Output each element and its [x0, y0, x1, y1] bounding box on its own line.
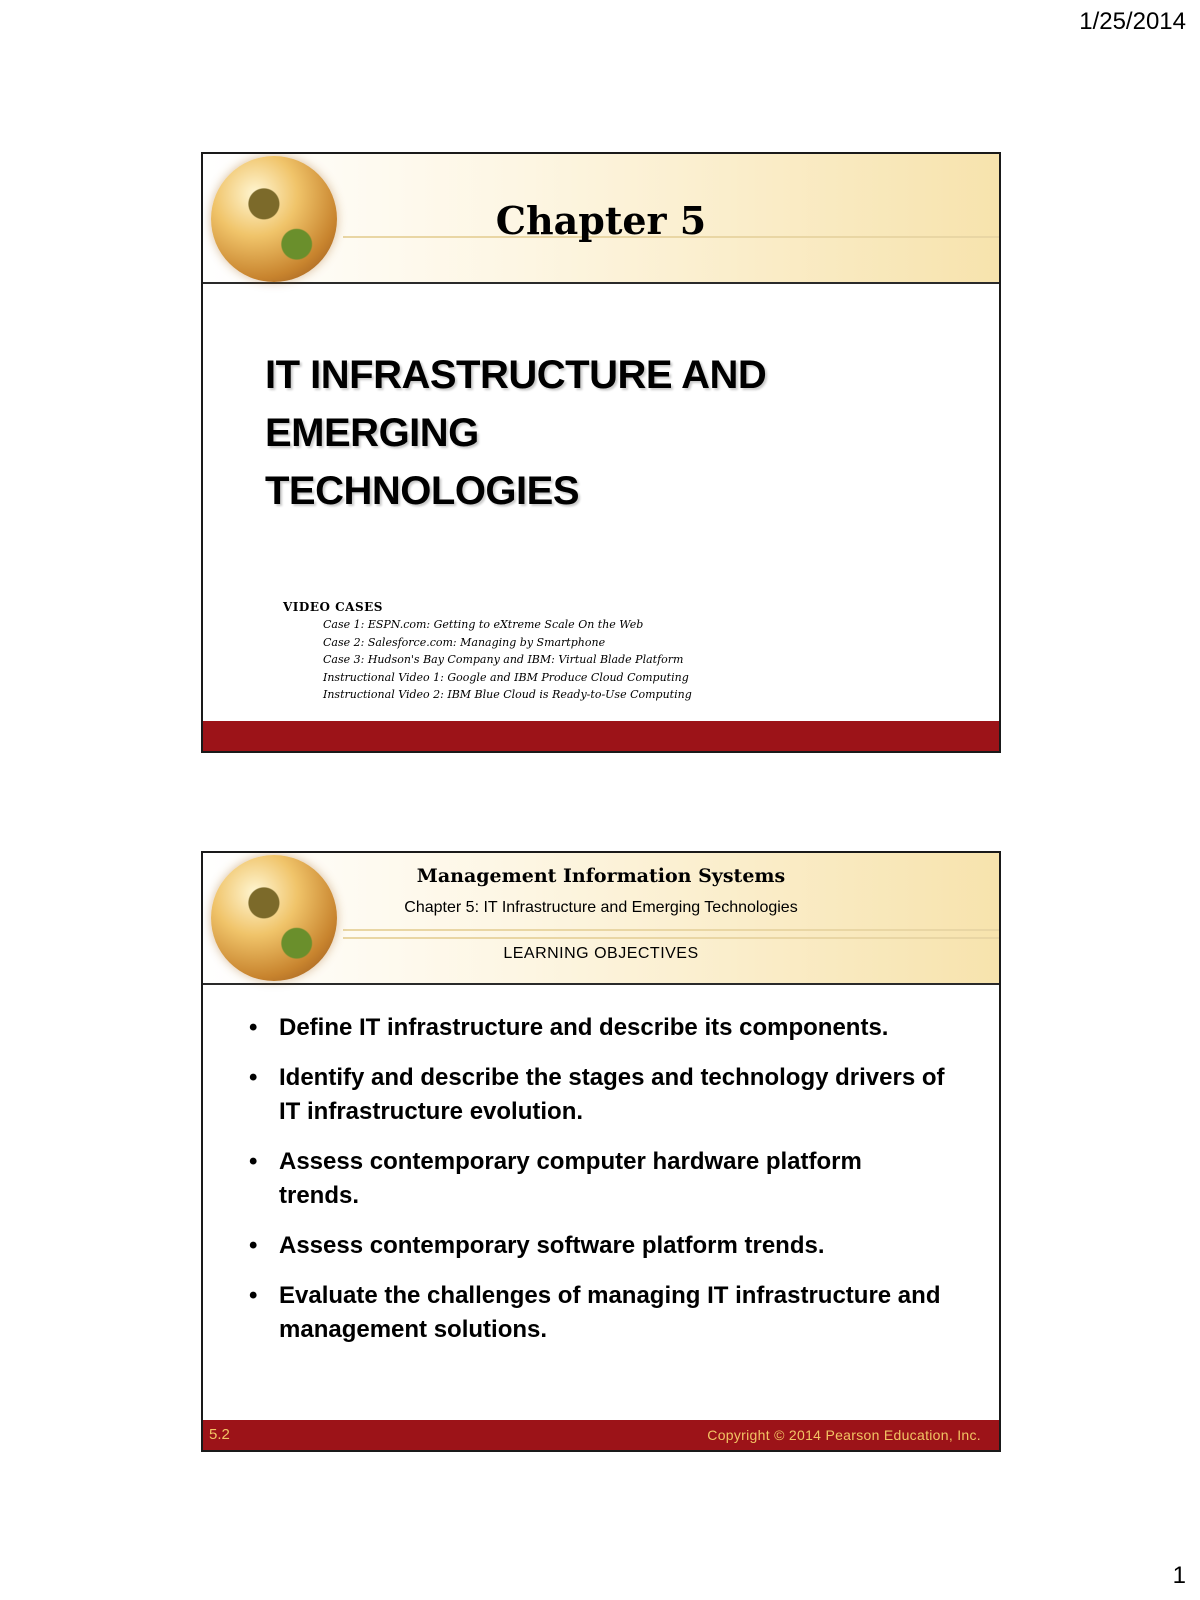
video-cases-heading: VIDEO CASES — [283, 600, 383, 614]
objective-item: • Define IT infrastructure and describe its components. — [247, 1011, 947, 1045]
slide-footer-bar — [203, 721, 999, 751]
objectives-list — [247, 1011, 947, 1363]
video-case-list — [323, 616, 692, 704]
course-title: Management Information Systems — [416, 865, 786, 887]
video-case-item: Instructional Video 2: IBM Blue Cloud is Ready-to-Use Computing — [323, 688, 692, 702]
objective-item: • Evaluate the challenges of managing IT infrastructure and management solutions. — [247, 1279, 947, 1347]
copyright-notice: Copyright © 2014 Pearson Education, Inc. — [707, 1427, 981, 1443]
video-case-item: Case 1: ESPN.com: Getting to eXtreme Scale On the Web — [323, 618, 644, 631]
slide-learning-objectives — [201, 851, 1001, 1452]
title-line: EMERGING TECHNOLOGIES — [265, 411, 580, 513]
video-cases — [283, 600, 692, 704]
slide-number: 5.2 — [209, 1426, 230, 1443]
video-case-item: Case 2: Salesforce.com: Managing by Smartphone — [323, 635, 606, 649]
chapter-subtitle: Chapter 5: IT Infrastructure and Emerging Technologies — [404, 899, 798, 916]
video-case-item: Instructional Video 1: Google and IBM Produce Cloud Computing — [323, 670, 689, 684]
slide-main-title — [265, 346, 785, 520]
header-divider — [343, 929, 999, 931]
slide-header — [203, 853, 999, 985]
objective-item: • Assess contemporary software platform trends. — [247, 1229, 947, 1263]
header-divider — [343, 937, 999, 939]
video-case-item: Case 3: Hudson's Bay Company and IBM: Virtual Blade Platform — [323, 653, 684, 667]
slide-title — [201, 152, 1001, 753]
objective-item: • Identify and describe the stages and technology drivers of IT infrastructure evolution. — [247, 1061, 947, 1129]
page-number: 1 — [1172, 1562, 1186, 1589]
objective-item: • Assess contemporary computer hardware platform trends. — [247, 1145, 947, 1213]
slide-header — [203, 154, 999, 284]
section-title: LEARNING OBJECTIVES — [503, 945, 699, 962]
chapter-title: Chapter 5 — [495, 198, 707, 243]
page-date: 1/25/2014 — [1079, 8, 1186, 35]
title-line: IT INFRASTRUCTURE AND — [265, 353, 767, 397]
slide-footer-bar — [203, 1420, 999, 1450]
